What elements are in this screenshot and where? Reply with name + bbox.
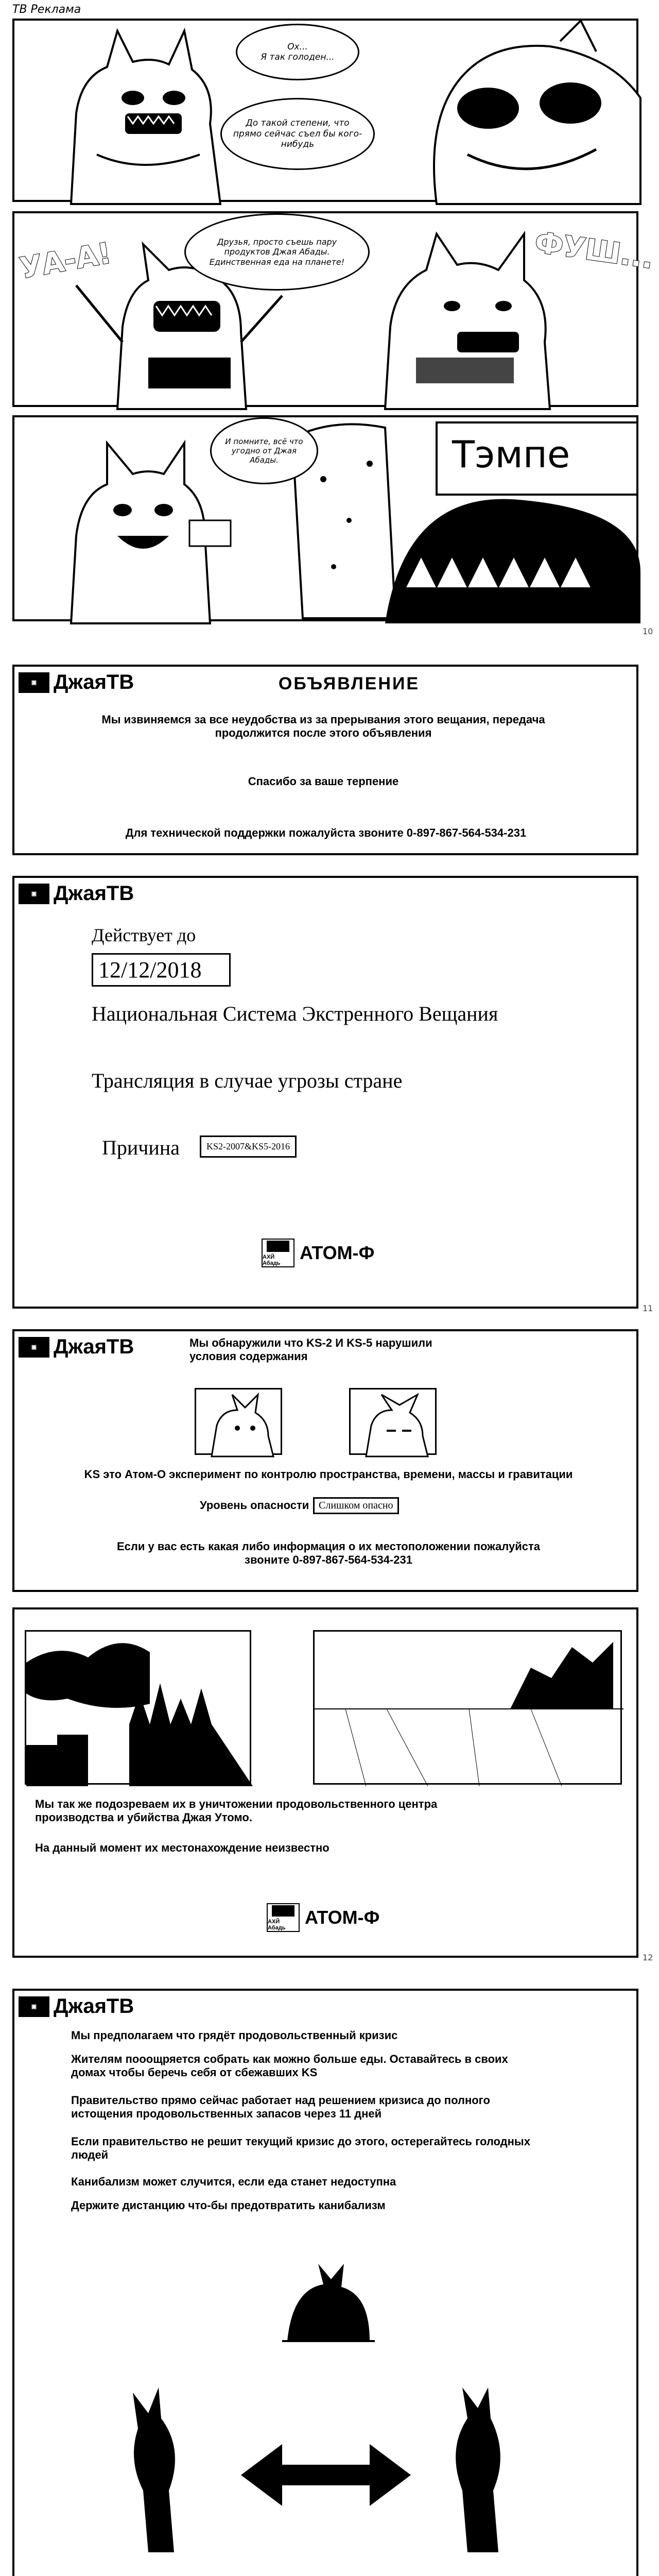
speech-bubble-hungry: Ох... Я так голоден... — [236, 24, 359, 80]
tv-logo — [19, 882, 134, 905]
tv-logo-icon: ▣ — [19, 1337, 49, 1358]
reason-value-box: KS2-2007&KS5-2016 — [200, 1136, 297, 1158]
wasteland-image — [313, 1630, 622, 1785]
distance-illustration — [14, 2233, 632, 2576]
atom-brand — [267, 1903, 379, 1932]
tv-logo-text: ДжаяТВ — [54, 882, 134, 905]
city-ruins-image — [25, 1630, 251, 1785]
contact-text: Если у вас есть какая либо информация о их местоположении пожалуйста звоните 0-897-867-564-534-231 — [117, 1540, 540, 1566]
tv-screen-food-crisis — [12, 1989, 638, 2576]
tv-logo-icon: ▣ — [19, 884, 49, 904]
crisis-line-1: Мы предполагаем что грядёт продовольственный кризис — [71, 2029, 398, 2042]
crisis-line-5: Канибализм может случится, если еда станет недоступна — [71, 2175, 396, 2188]
shout-ua: УА-А! — [17, 236, 114, 286]
atom-logo-icon: АХЙ Абадь — [267, 1903, 300, 1932]
atom-logo-icon: АХЙ Абадь — [262, 1239, 294, 1267]
page-number: 12 — [643, 1953, 653, 1962]
thanks-text: Спасибо за ваше терпение — [248, 775, 399, 788]
atom-text: ATOM-Ф — [300, 1242, 375, 1263]
page-number: 10 — [643, 626, 653, 636]
tv-logo — [19, 671, 134, 694]
date-box: 12/12/2018 — [92, 953, 231, 987]
ks2-portrait — [195, 1388, 282, 1455]
system-name: Национальная Система Экстренного Вещания — [92, 1002, 498, 1025]
tv-logo-text: ДжаяТВ — [54, 671, 134, 693]
crisis-line-4: Если правительство не решит текущий кризис до этого, остерегайтесь голодных людей — [71, 2135, 530, 2161]
valid-until-label: Действует до — [92, 925, 196, 945]
found-text: Мы обнаружили что KS-2 И KS-5 нарушили условия содержания — [189, 1336, 432, 1363]
tv-logo-text: ДжаяТВ — [54, 1335, 134, 1358]
crisis-line-6: Держите дистанцию что-бы предотвратить канибализм — [71, 2199, 386, 2212]
tv-logo — [19, 1995, 134, 2018]
ks5-portrait — [349, 1388, 437, 1455]
tv-logo-text: ДжаяТВ — [54, 1995, 134, 2018]
comic-panel-2 — [12, 211, 656, 407]
page-number: 11 — [643, 1303, 653, 1313]
speech-bubble-remember: И помните, всё что угодно от Джая Абады. — [210, 417, 318, 484]
suspect-text: Мы так же подозреваем их в уничтожении продовольственного центра производства и убийства Джая Утомо. — [35, 1798, 438, 1824]
tv-screen-suspects — [12, 1607, 638, 1958]
support-text: Для технической поддержки пожалуйста звоните 0-897-867-564-534-231 — [125, 826, 527, 839]
tv-logo-icon: ▣ — [19, 672, 49, 693]
broadcast-reason: Трансляция в случае угрозы стране — [92, 1069, 403, 1092]
comic-panel-1 — [12, 19, 638, 202]
tv-screen-announcement — [12, 665, 638, 855]
apology-text: Мы извиняемся за все неудобства из за прерывания этого вещания, передача продолжится после этого объявления — [101, 713, 545, 739]
comic-panel-3 — [12, 415, 638, 621]
tv-screen-ks-breach — [12, 1329, 638, 1592]
brand-sign-tempe: Тэмпе — [452, 433, 570, 476]
atom-text: ATOM-Ф — [305, 1907, 380, 1928]
corner-title: ТВ Реклама — [12, 3, 81, 16]
atom-brand — [262, 1239, 374, 1267]
crisis-line-2: Жителям пооощряется собрать как можно больше еды. Оставайтесь в своих домах чтобы беречь себя от сбежавших KS — [71, 2053, 508, 2079]
crisis-line-3: Правительство прямо сейчас работает над решением кризиса до полного истощения продовольственных запасов через 11 дней — [71, 2094, 490, 2120]
danger-label: Уровень опасности — [200, 1499, 309, 1512]
tv-logo — [19, 1335, 134, 1359]
tv-logo-icon: ▣ — [19, 1996, 49, 2017]
reason-label: Причина — [102, 1136, 180, 1159]
announcement-heading: ОБЪЯВЛЕНИЕ — [278, 674, 420, 693]
ks-description: KS это Атом-О эксперимент по контролю пространства, времени, массы и гравитации — [84, 1468, 573, 1481]
tv-screen-emergency — [12, 876, 638, 1309]
danger-value-box: Слишком опасно — [313, 1497, 399, 1514]
speech-bubble-eat-someone: До такой степени, что прямо сейчас съел бы кого-нибудь — [220, 98, 375, 170]
unknown-location-text: На данный момент их местонахождение неизвестно — [35, 1841, 330, 1854]
shout-fush: ФУШ... — [532, 226, 656, 276]
speech-bubble-ad: Друзья, просто съешь пару продуктов Джая Абады. Единственная еда на планете! — [184, 213, 370, 291]
